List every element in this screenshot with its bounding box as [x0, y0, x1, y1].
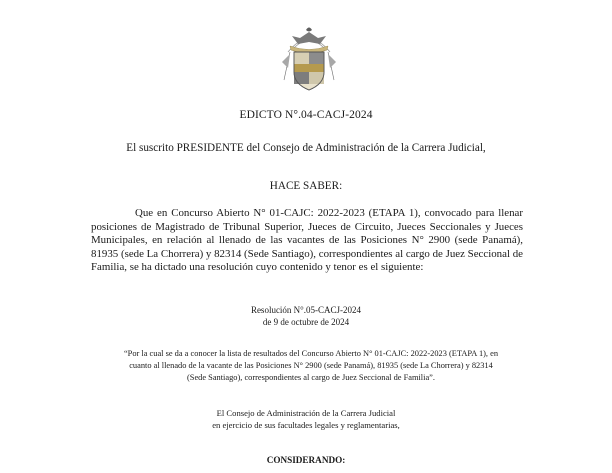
- resolution-date: de 9 de octubre de 2024: [262, 316, 350, 327]
- national-coat-of-arms-icon: [278, 22, 340, 94]
- hace-saber-heading: HACE SABER:: [269, 180, 343, 192]
- considerando-heading: CONSIDERANDO:: [266, 455, 346, 465]
- main-paragraph: Que en Concurso Abierto N° 01-CAJC: 2022-2023 (ETAPA 1), convocado para llenar posiciones de Magistrado de Tribunal Superior, Jueces de Circuito, Jueces Seccionales y Jueces Municipales, en relación al llenado de las vacantes de las Posiciones N° 2900 (sede Panamá), 81935 (sede La Chorrera) y 82314 (Sede Santiago), correspondientes al cargo de Juez Seccional de Familia, se ha dictado una resolución cuyo contenido y tenor es el siguiente:: [91, 207, 523, 274]
- resolution-number: Resolución N°.05-CACJ-2024: [250, 305, 362, 315]
- quote-line: cuanto al llenado de la vacante de las Posiciones N° 2900 (sede Panamá), 81935 (sede La Chorrera) y 82314: [129, 360, 493, 370]
- president-statement: El suscrito PRESIDENTE del Consejo de Administración de la Carrera Judicial,: [126, 142, 486, 154]
- council-line: El Consejo de Administración de la Carrera Judicial: [216, 408, 396, 418]
- council-statement: [0, 408, 612, 431]
- resolution-block: [0, 305, 612, 328]
- quote-line: “Por la cual se da a conocer la lista de resultados del Concurso Abierto N° 01-CAJC: 2022-2023 (ETAPA 1), en: [123, 349, 499, 358]
- council-line: en ejercicio de sus facultades legales y reglamentarias,: [212, 419, 400, 430]
- resolution-quote: [76, 348, 546, 383]
- quote-line: (Sede Santiago), correspondientes al cargo de Juez Seccional de Familia”.: [187, 372, 435, 382]
- edict-title: EDICTO N°.04-CACJ-2024: [239, 109, 373, 121]
